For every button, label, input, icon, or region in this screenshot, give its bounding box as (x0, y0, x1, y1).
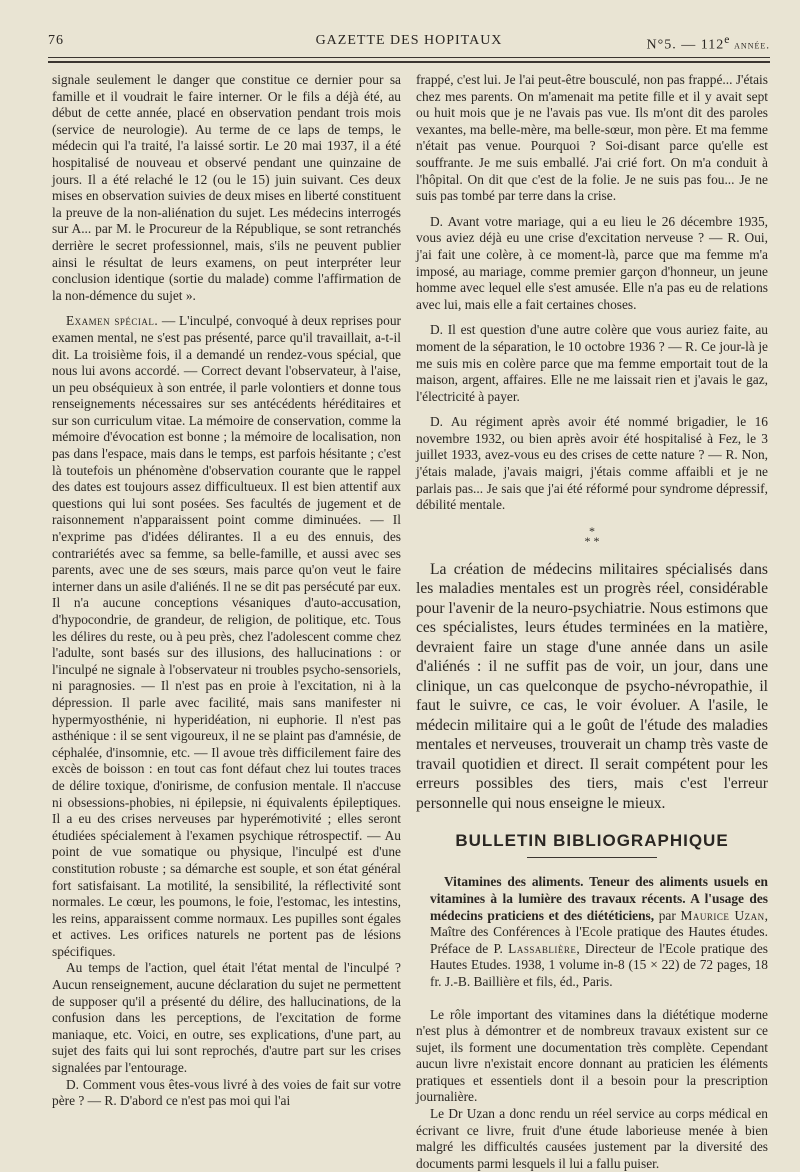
page-number: 76 (48, 33, 64, 49)
left-paragraph-4: D. Comment vous êtes-vous livré à des voies de fait sur votre père ? — R. D'abord ce n'est pas moi qui l'ai (52, 1077, 401, 1110)
review-paragraph-1: Le rôle important des vitamines dans la diététique moderne n'est plus à démontrer et de nombreux travaux existent sur ce sujet, ils forment une documentation très complète. Cependant aucun livre n'existait encore donnant au praticien les éléments pratiques et essentiels dont il a besoin pour la prescription journalière. (416, 1007, 768, 1107)
paragraph-gap (52, 304, 401, 313)
issue-number: N°5. — 112 (647, 38, 725, 53)
review-paragraph-2: Le Dr Uzan a donc rendu un réel service au corps médical en écrivant ce livre, fruit d'une étude laborieuse menée à bien malgré les difficultés causées justement par la diversité des documents parmi lesquels il lui a fallu puiser. (416, 1106, 768, 1172)
paragraph-gap (416, 405, 768, 414)
section-asterism: * * * (416, 526, 768, 546)
reference-details-1: , Maître des Conférences à l'Ecole pratique des Hautes études. Préface de P. (430, 908, 768, 956)
bulletin-rule (527, 857, 657, 858)
running-header (48, 33, 770, 57)
bulletin-heading: BULLETIN BIBLIOGRAPHIQUE (416, 831, 768, 851)
left-column (52, 72, 401, 1110)
left-paragraph-1: signale seulement le danger que constitue ce dernier pour sa famille et il voudrait le faire interner. Or le fils a déjà été, au début de cette année, placé en observation pendant trois mois (service de neurologie). Au terme de ce laps de temps, le médecin qui l'a traité, l'a laissé sortir. Le 20 mai 1937, il a été hospitalisé de nouveau et observé pendant une quinzaine de jours. Il a été relaché le 12 (ou le 15) juin suivant. Ces deux mises en observation suivies de deux mises en liberté constituent la preuve de la non-aliénation du sujet. Les médecins interrogés sur A... par M. le Procureur de la République, se sont retranchés derrière le secret professionnel, mais, s'ils ne peuvent publier ainsi le résultat de leurs examens, on peut interpréter leur conclusion identique (sortie du malade) comme l'affirmation de la non-démence du sujet ». (52, 72, 401, 304)
review-block (416, 1007, 768, 1172)
left-paragraph-2-text: — L'inculpé, convoqué à deux reprises pour examen mental, ne s'est pas présenté, parce qu'il travaillait, a-t-il dit. La troisième fois, il a demandé un rendez-vous spécial, que nous lui avons accordé. — Correct devant l'observateur, à l'aise, un peu obséquieux à son entrée, il parle volontiers et donne tous renseignements nécessaires sur ses antécédents héréditaires et sur son curriculum vitae. La mémoire de conservation, comme la mémoire d'évocation est bonne ; la mémoire de localisation, non pas dans l'espace, mais dans le temps, est parfois hésitante ; c'est là toutefois un phénomène d'observation courante que le rappel des dates est toujours assez difficultueux. Il est bien attentif aux questions qui lui sont posées. Ses facultés de jugement et de raisonnement n'apparaissent point comme diminuées. — Il n'exprime pas d'idées délirantes. Il a eu des ennuis, des contrariétés avec sa femme, sa belle-famille, et aussi avec ses parents, avec une de ses sœurs, mais parce qu'on veut le faire interner dans un asile d'aliénés. Il ne se dit pas persécuté par eux. Il n'a aucune conceptions vésaniques d'auto-accusation, d'hypocondrie, de grandeur, de religion, de politique, etc. Tous les délires du reste, ou à peu près, chez l'adolescent comme chez l'adulte, sont basés sur des illusions, des hallucinations : or l'inculpé ne signale à l'observateur ni troubles psycho-sensoriels, ni paragnosies. — Il n'est pas en proie à l'excitation, ni à la dépression. Il parle avec facilité, mais sans manifester ni hypermyosthénie, ni hyperidéation, ni euphorie. Il n'est pas asthénique : il se sent vigoureux, il ne se plaint pas d'amnésie, de céphalée, d'insomnie, etc. — Il avoue très difficilement faire des excès de boisson : en tout cas font défaut chez lui toutes traces de délire toxique, d'onirisme, de confusion mentale. Il n'accuse ni obsessions-phobies, ni épilepsie, ni équivalents épileptiques. Il a eu des crises nerveuses par hyperémotivité ; elles seront étudiées spécialement à l'examen psychique rétrospectif. — Au point de vue somatique ou physique, l'inculpé est d'une constitution robuste ; sa démarche est souple, et son état général fort satisfaisant. La motilité, la sensibilité, la réflectivité sont normales. Le cœur, les poumons, le foie, l'estomac, les intestins, les reins, apparaissent comme normaux. Les pupilles sont égales et actives. Les orifices naturels ne portent pas de lésions spécifiques. (52, 313, 401, 959)
left-paragraph-3: Au temps de l'action, quel était l'état mental de l'inculpé ? Aucun renseignement, aucune déclaration du sujet ne permettent de supposer qu'il a présenté du délire, des hallucinations, de la confusion dans les perceptions, de l'excitation de forme maniaque, etc. Voici, en outre, ses explications, d'une part, au sujet des faits qui lui sont reprochés, d'autre part sur les crises signalées par l'entourage. (52, 960, 401, 1076)
issue-superscript: e (724, 33, 730, 46)
reference-details-2: , Directeur de l'Ecole pratique des Hautes Etudes. 1938, 1 volume in-8 (15 × 22) de 72 pages, 18 fr. J.-B. Baillière et fils, éd., Paris. (430, 941, 768, 989)
conclusion-paragraph: La création de médecins militaires spécialisés dans les maladies mentales est un progrès réel, considérable pour l'avenir de la neuro-psychiatrie. Nous estimons que ces spécialistes, leurs études terminées en la matière, devraient faire un stage d'une année dans un asile d'aliénés : il ne suffit pas de voir, un jour, dans une clinique, un cas quelconque de psycho-névropathie, il faut le suivre, ce cas, le voir évoluer. A l'asile, le médecin militaire qui a le goût de l'étude des maladies mentales et nerveuses, trouverait un champ très vaste de travail quotidien et direct. Il serait compétent pour les erreurs possibles des tiers, mais c'est l'erreur personnelle qui nous enseigne le mieux. (416, 560, 768, 814)
issue-label (647, 33, 771, 54)
paragraph-gap (416, 205, 768, 214)
right-paragraph-4: D. Au régiment après avoir été nommé brigadier, le 16 novembre 1932, ou bien après avoir été hospitalisé à Fez, le 3 juillet 1933, avez-vous eu des crises de cette nature ? — R. Non, j'étais malade, j'avais maigri, j'étais comme affaibli et je ne parlais pas... Je sais que j'ai été réformé pour syndrome dépressif, débilité mentale. (416, 414, 768, 514)
issue-year-word: année. (730, 40, 770, 52)
right-paragraph-3: D. Il est question d'une autre colère que vous auriez faite, au moment de la séparation, le 10 octobre 1936 ? — R. Ce jour-là je me suis mis en colère parce que ma femme emportait tout de la maison, argent, affaires. Elle ne me laissait rien et j'avais le gaz, l'électricité à payer. (416, 322, 768, 405)
paragraph-gap (416, 313, 768, 322)
left-paragraph-2 (52, 313, 401, 960)
bibliographic-reference (416, 874, 768, 990)
reference-author: Maurice Uzan (680, 908, 764, 923)
right-column (416, 72, 768, 1172)
reference-preface-author: Lassablière (508, 941, 576, 956)
section-lead-examen: Examen spécial. (66, 313, 158, 328)
reference-title: Vitamines des aliments. Teneur des aliments usuels en vitamines à la lumière des travaux récents. A l'usage des médecins praticiens et des diététiciens, (430, 874, 768, 922)
header-rule-thick (48, 61, 770, 63)
right-paragraph-2: D. Avant votre mariage, qui a eu lieu le 26 décembre 1935, vous aviez déjà eu une crise d'excitation nerveuse ? — R. Oui, j'ai fait une colère, à ce moment-là, parce que ma femme m'a imposé, au mariage, comme premier garçon d'honneur, un jeune homme avec lequel elle s'est amusée. Elle n'a pas eu de relations avec lui, mais elle a fait certaines choses. (416, 214, 768, 314)
header-rule-thin (48, 57, 770, 58)
journal-title: GAZETTE DES HOPITAUX (48, 33, 770, 49)
right-paragraph-1: frappé, c'est lui. Je l'ai peut-être bousculé, non pas frappé... J'étais chez mes parents. On m'amenait ma petite fille et il y avait sept ou huit mois que je ne l'avais pas vue. Ils m'ont dit des paroles vexantes, ma belle-mère, ma belle-sœur, mon père. Et ma femme n'était pas venue. Pourquoi ? Soi-disant parce qu'elle est souffrante. Je me suis emballé. J'ai crié fort. On m'a conduit à l'hôpital. On dit que c'est de la folie. Je ne suis pas fou... Je ne suis pas tombé par terre dans la crise. (416, 72, 768, 205)
reference-par: par (654, 908, 680, 923)
